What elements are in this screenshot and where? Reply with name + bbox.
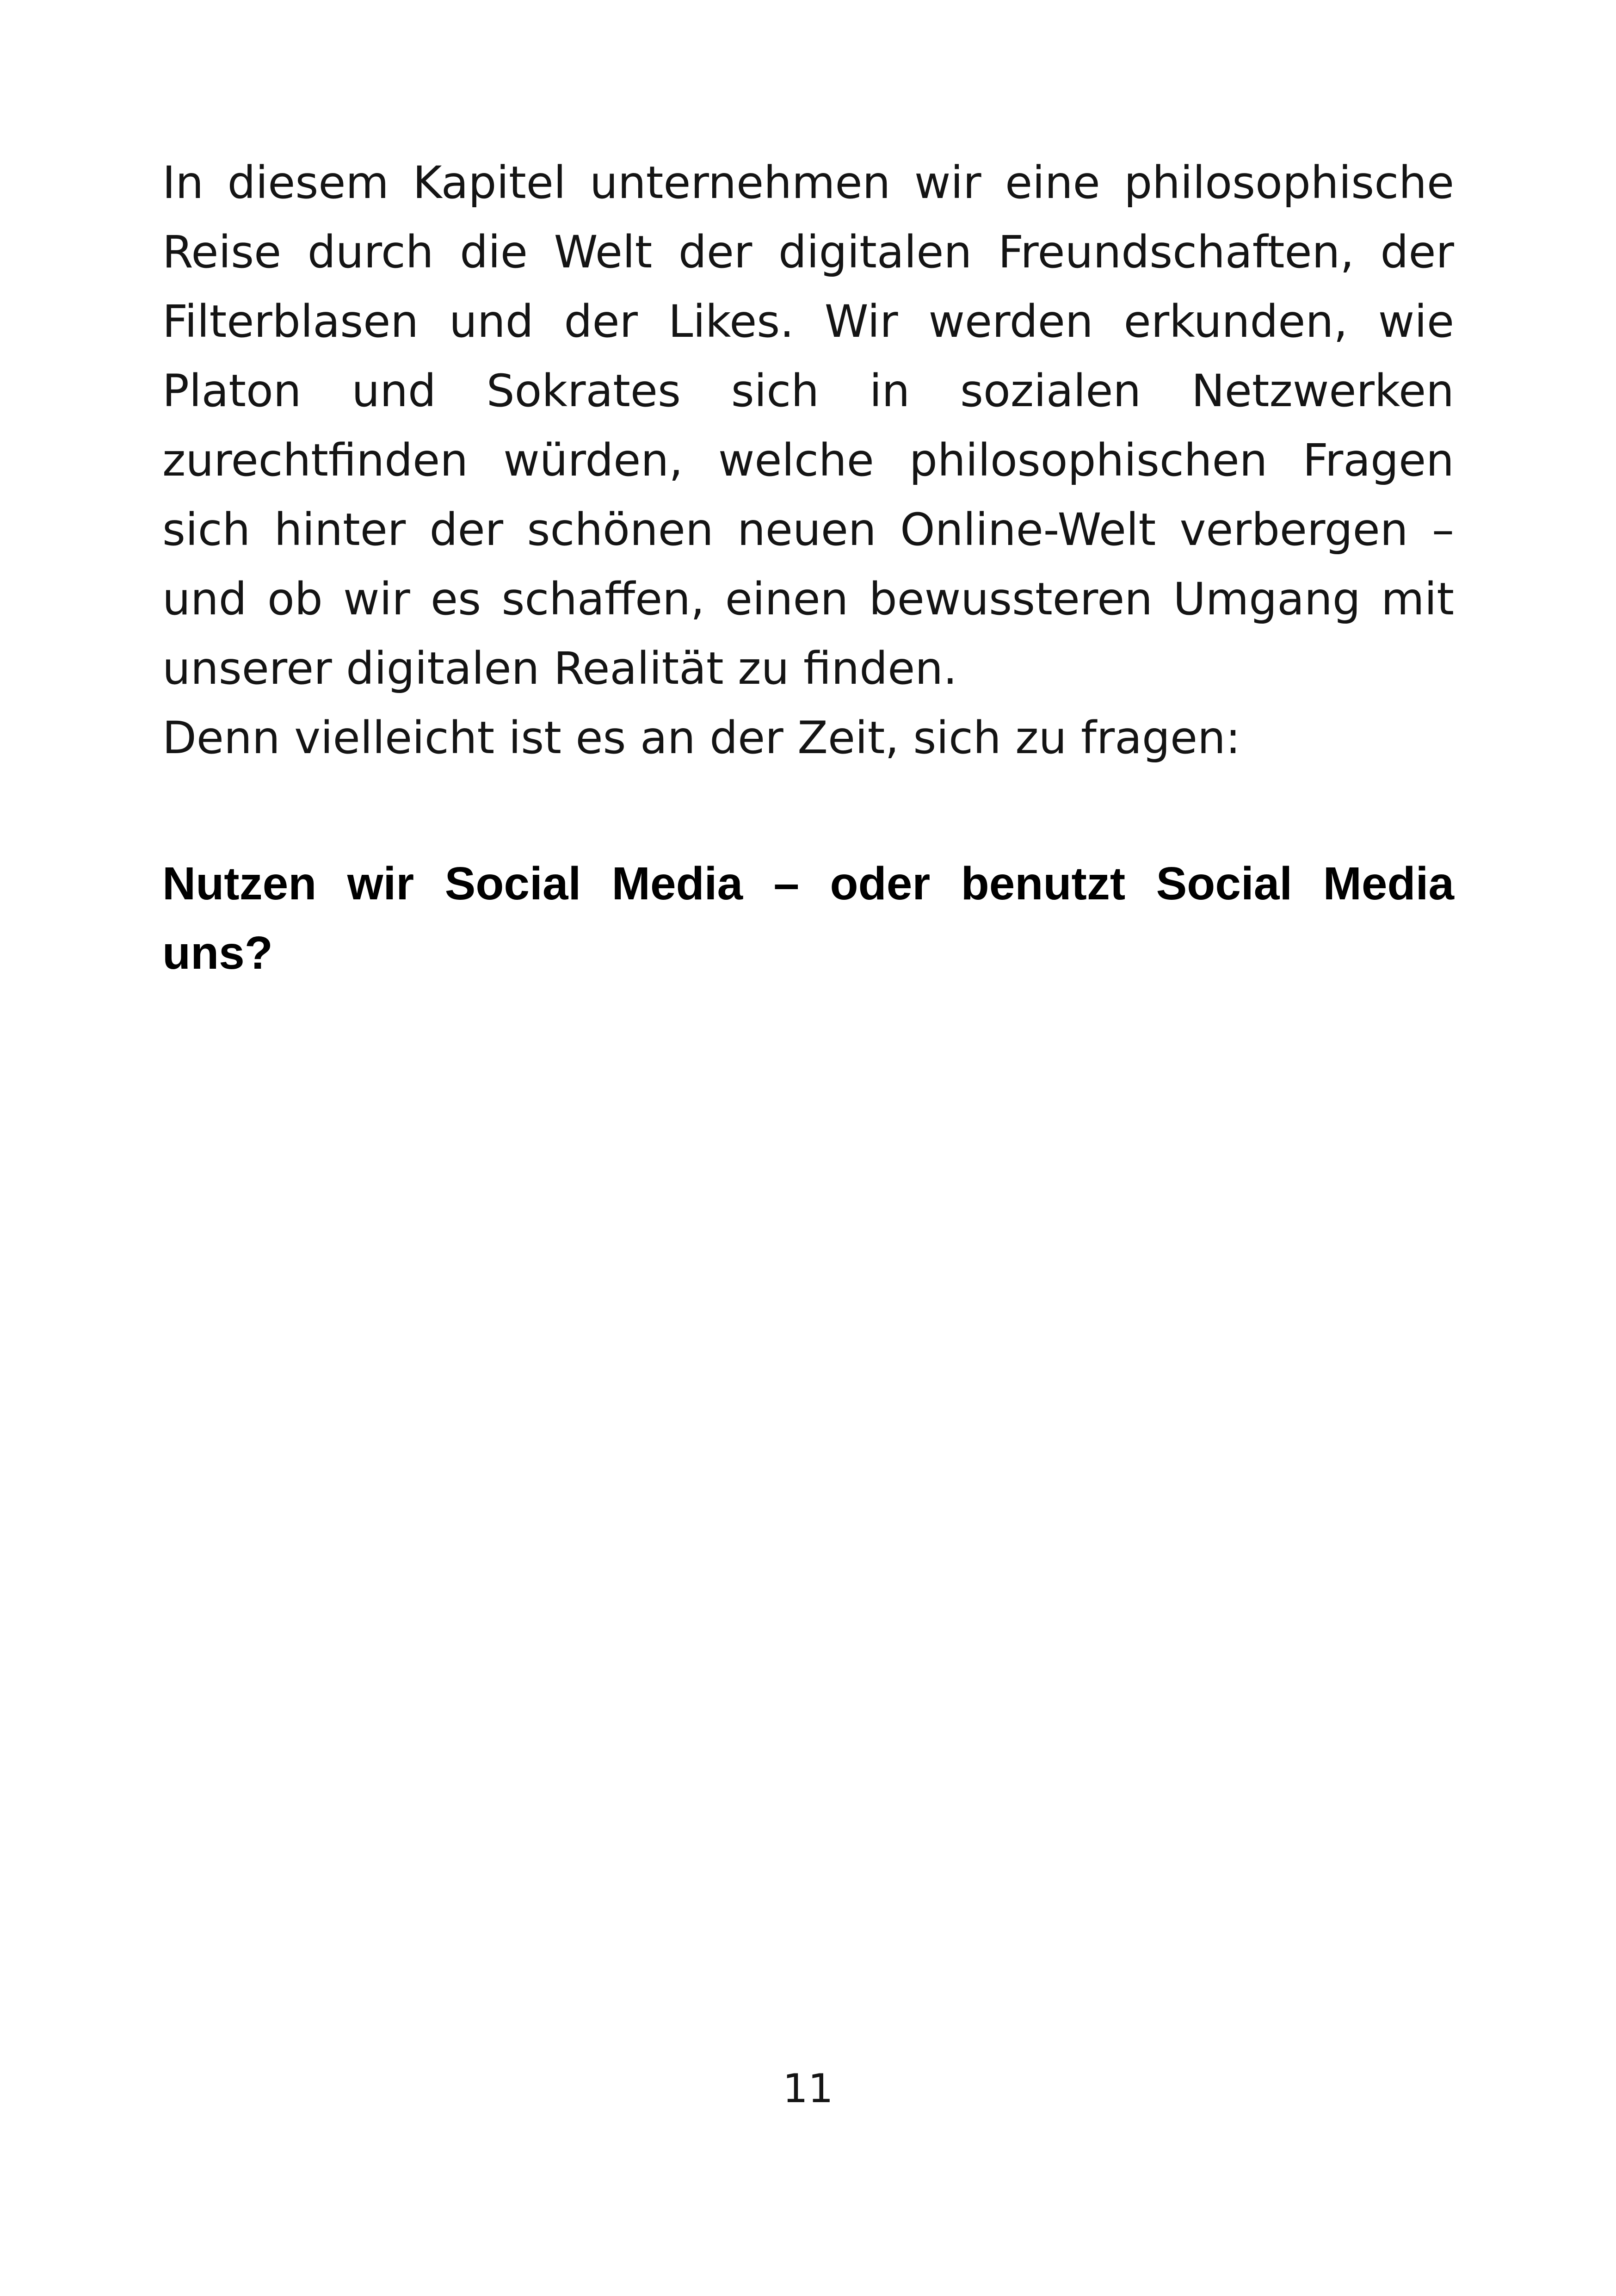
bold-question bbox=[162, 849, 1454, 988]
body-line: Denn vielleicht ist es an der Zeit, sich zu fragen: bbox=[162, 712, 1241, 764]
page-number: 11 bbox=[783, 2066, 833, 2112]
body-paragraph bbox=[162, 148, 1454, 773]
body-line: unserer digitalen Realität zu finden. bbox=[162, 643, 957, 694]
body-line: zurechtfinden würden, welche philosophischen Fragen bbox=[162, 434, 1454, 486]
body-line: Platon und Sokrates sich in sozialen Netzwerken bbox=[162, 365, 1454, 417]
body-line: Reise durch die Welt der digitalen Freundschaften, der bbox=[162, 226, 1454, 278]
question-line: Nutzen wir Social Media – oder benutzt Social Media bbox=[162, 858, 1454, 910]
question-line: uns? bbox=[162, 927, 273, 979]
body-line: Filterblasen und der Likes. Wir werden erkunden, wie bbox=[162, 296, 1454, 347]
body-line: In diesem Kapitel unternehmen wir eine philosophische bbox=[162, 157, 1454, 209]
body-line: sich hinter der schönen neuen Online-Welt verbergen – bbox=[162, 504, 1454, 556]
body-line: und ob wir es schaffen, einen bewussteren Umgang mit bbox=[162, 573, 1454, 625]
